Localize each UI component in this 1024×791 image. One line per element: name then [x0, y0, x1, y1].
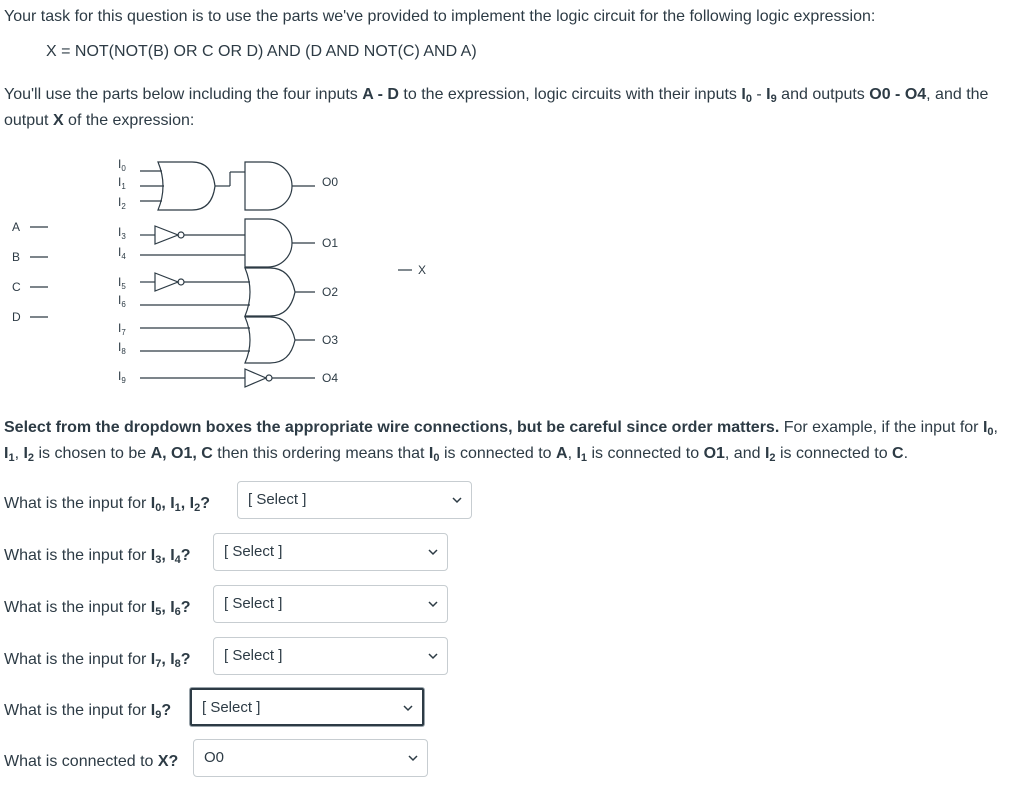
or-gate-o2	[245, 268, 295, 316]
select-i7-i8[interactable]	[213, 637, 448, 675]
gate-input-i4: $I_4$	[118, 245, 126, 261]
and-gate-o0	[245, 162, 292, 210]
output-label-o4: O4	[322, 371, 339, 385]
not-gate-1	[155, 226, 178, 244]
output-label-o1: O1	[322, 236, 339, 250]
gate-input-i1: $I_1$	[118, 175, 126, 191]
chevron-down-icon	[427, 598, 439, 610]
gate-input-i0: $I_0$	[118, 157, 126, 173]
select-x[interactable]	[193, 739, 428, 777]
select-x-value: O0	[204, 749, 225, 766]
chevron-down-icon	[427, 650, 439, 662]
gate-input-i3: $I_3$	[118, 225, 126, 241]
parts-paragraph: You'll use the parts below including the four inputs A - D to the expression, logic circuits with their inputs $I_0 - I_9$ and outputs O0 - O4, and the output X of the expression:	[4, 86, 989, 129]
select-i0-i2[interactable]	[237, 481, 472, 519]
not-gate-2	[155, 273, 178, 291]
select-i9-value: [ Select ]	[202, 699, 261, 716]
not-gate-o4	[245, 369, 266, 387]
input-label-b: B	[12, 250, 21, 264]
question-i3-i4: What is the input for $I_3$, $I_4$?	[4, 547, 191, 566]
gate-input-i6: $I_6$	[118, 293, 126, 309]
select-i9[interactable]	[190, 688, 424, 726]
and-gate-o1	[245, 219, 292, 267]
instructions-paragraph: Select from the dropdown boxes the appropriate wire connections, but be careful since order matters. For example, if the input for $I_0$, $I_1$, $I_2$ is chosen to be A, O1, C then this ordering means that $I_0$ is connected to A, $I_1$ is connected to O1, and $I_2$ is connected to C.	[4, 419, 998, 464]
output-label-o0: O0	[322, 175, 339, 189]
chevron-down-icon	[451, 494, 463, 506]
input-label-a: A	[12, 220, 21, 234]
question-i5-i6: What is the input for $I_5$, $I_6$?	[4, 599, 191, 618]
select-i0-i2-value: [ Select ]	[248, 491, 307, 508]
or-gate-o3	[245, 317, 295, 363]
select-i5-i6-value: [ Select ]	[224, 595, 283, 612]
gate-input-i5: $I_5$	[118, 275, 126, 291]
circuit-diagram	[0, 150, 480, 395]
output-label-o2: O2	[322, 285, 339, 299]
gate-input-i8: $I_8$	[118, 340, 126, 356]
or-gate-1	[158, 162, 215, 210]
gate-input-labels	[118, 157, 126, 385]
question-x: What is connected to X?	[4, 753, 179, 770]
chevron-down-icon	[402, 702, 414, 714]
gate-input-i2: $I_2$	[118, 195, 126, 211]
select-i3-i4[interactable]	[213, 533, 448, 571]
select-i7-i8-value: [ Select ]	[224, 647, 283, 664]
logic-expression: X = NOT(NOT(B) OR C OR D) AND (D AND NOT(C) AND A)	[46, 43, 477, 60]
chevron-down-icon	[427, 546, 439, 558]
gate-input-i9: $I_9$	[118, 369, 126, 385]
input-label-c: C	[12, 280, 21, 294]
gate-input-i7: $I_7$	[118, 321, 126, 337]
question-i9: What is the input for $I_9$?	[4, 702, 172, 721]
question-i0-i2: What is the input for $I_0$, $I_1$, $I_2$?	[4, 495, 211, 514]
question-i7-i8: What is the input for $I_7$, $I_8$?	[4, 651, 191, 670]
output-label-o3: O3	[322, 333, 339, 347]
input-label-d: D	[12, 310, 21, 324]
select-i5-i6[interactable]	[213, 585, 448, 623]
select-i3-i4-value: [ Select ]	[224, 543, 283, 560]
output-label-x: X	[418, 263, 427, 277]
chevron-down-icon	[407, 752, 419, 764]
intro-text: Your task for this question is to use the parts we've provided to implement the logic circuit for the following logic expression:	[4, 8, 876, 25]
